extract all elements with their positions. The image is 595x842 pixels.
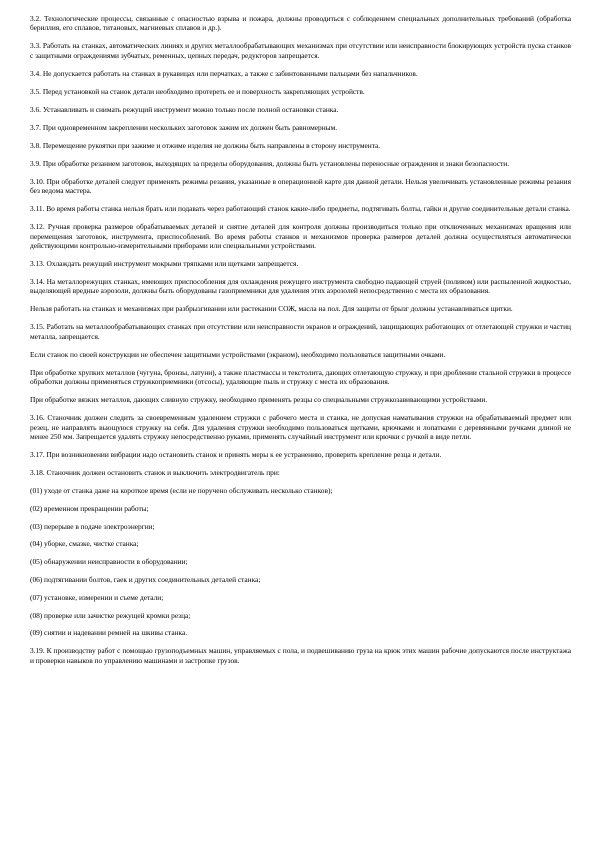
paragraph-3-13: 3.13. Охлаждать режущий инструмент мокрыми тряпками или щетками запрещается. <box>30 259 299 269</box>
paragraph-3-14: 3.14. На металлорежущих станках, имеющих приспособления для охлаждения режущего инструмента свободно падающей струей (поливом) или распыленной жидкостью, выделяющей вредные аэрозоли, должны быть оборудованы газоприемники для удаления этих аэрозолей непосредственно с места их образования. <box>30 277 571 296</box>
paragraph-3-2: 3.2. Технологические процессы, связанные с опасностью взрыва и пожара, должны проводиться с соблюдением специальных дополнительных требований (обработка бериллия, его сплавов, титановых, магниевых сплавов и др.). <box>30 14 571 33</box>
paragraph-3-15-viscous: При обработке вязких металлов, дающих сливную стружку, необходимо применять резцы со специальными стружкозавивающими устройствами. <box>30 395 488 405</box>
list-item-09: (09) снятии и надевании ремней на шкивы станка. <box>30 628 188 638</box>
paragraph-3-10: 3.10. При обработке деталей следует применять режимы резания, указанные в операционной карте для данной детали. Нельзя увеличивать установленные режимы резания без ведома мастера. <box>30 176 571 196</box>
list-item-01: (01) уходе от станка даже на короткое время (если не поручено обслуживать несколько станков); <box>30 486 333 496</box>
paragraph-3-9: 3.9. При обработке резанием заготовок, выходящих за пределы оборудования, должны быть установлены переносные ограждения и знаки безопасности. <box>30 158 510 168</box>
list-item-05: (05) обнаружении неисправности в оборудовании; <box>30 557 188 567</box>
paragraph-3-14-note: Нельзя работать на станках и механизмах при разбрызгивании или растекании СОЖ, масла на пол. Для защиты от брызг должны устанавливаться щитки. <box>30 304 513 314</box>
paragraph-3-15-screen: Если станок по своей конструкции не обеспечен защитными устройствами (экраном), необходимо пользоваться защитными очками. <box>30 349 446 359</box>
list-item-03: (03) перерыве в подаче электроэнергии; <box>30 521 155 531</box>
list-item-04: (04) уборке, смазке, чистке станка; <box>30 539 139 549</box>
paragraph-3-3: 3.3. Работать на станках, автоматических линиях и других металлообрабатывающих механизмах при отсутствии или неисправности блокирующих устройств пуска станков с защитными ограждениями зубчатых, ременных, цепных передач, редукторов запрещается. <box>30 41 571 60</box>
paragraph-3-5: 3.5. Перед установкой на станок детали необходимо протереть ее и поверхность закрепляющих устройств. <box>30 86 365 96</box>
paragraph-3-4: 3.4. Не допускается работать на станках в рукавицах или перчатках, а также с забинтованными пальцами без напальчников. <box>30 68 418 78</box>
paragraph-3-12: 3.12. Ручная проверка размеров обрабатываемых деталей и снятие деталей для контроля должны производиться только при отключенных механизмах вращения или перемещения заготовок, инструмента, приспособлений. Во время работы станков и механизмов проверка размеров деталей должна осуществляться автоматически действующими контрольно-измерительными приборами или специальными устройствами. <box>30 222 571 251</box>
paragraph-3-8: 3.8. Перемещение рукоятки при зажиме и отжиме изделия не должны быть направлены в сторону инструмента. <box>30 140 381 150</box>
paragraph-3-16: 3.16. Станочник должен следить за своевременным удалением стружки с рабочего места и станка, не допуская наматывания стружки на обрабатываемый предмет или резец, не направлять вьющуюся стружку на себя. Для удаления стружки необходимо пользоваться щетками, крючками и лопатками с деревянными ручками длиной не менее 250 мм. Запрещается удалять стружку непосредственно руками, применять случайный инструмент или крючки с ручкой в виде петли. <box>30 413 571 442</box>
paragraph-3-18: 3.18. Станочник должен остановить станок и выключить электродвигатель при: <box>30 468 280 478</box>
paragraph-3-7: 3.7. При одновременном закреплении нескольких заготовок зажим их должен быть равномерным. <box>30 122 338 132</box>
paragraph-3-11: 3.11. Во время работы станка нельзя брать или подавать через работающий станок какие-либо предметы, подтягивать болты, гайки и другие соединительные детали станка. <box>30 204 571 214</box>
paragraph-3-6: 3.6. Устанавливать и снимать режущий инструмент можно только после полной остановки станка. <box>30 104 339 114</box>
paragraph-3-15-brittle: При обработке хрупких металлов (чугуна, бронзы, латуни), а также пластмассы и текстолита, дающих отлетающую стружку, и при дроблении стальной стружки в процессе обработки должны применяться стружкоприемники (отсосы), удаляющие пыль и стружку с места их образования. <box>30 367 571 387</box>
list-item-06: (06) подтягивании болтов, гаек и других соединительных деталей станка; <box>30 575 261 585</box>
list-item-08: (08) проверке или зачистке режущей кромки резца; <box>30 610 191 620</box>
list-item-07: (07) установке, измерении и съеме детали; <box>30 592 164 602</box>
paragraph-3-17: 3.17. При возникновении вибрации надо остановить станок и принять меры к ее устранению, проверить крепление резца и детали. <box>30 450 442 460</box>
paragraph-3-19: 3.19. К производству работ с помощью грузоподъемных машин, управляемых с пола, и подвешиванию груза на крюк этих машин рабочие допускаются после инструктажа и проверки навыков по управлению машинами и застропке грузов. <box>30 646 571 665</box>
list-item-02: (02) временном прекращении работы; <box>30 503 149 513</box>
paragraph-3-15: 3.15. Работать на металлообрабатывающих станках при отсутствии или неисправности экранов и ограждений, защищающих работающих от отлетающей стружки и частиц металла, запрещается. <box>30 322 571 341</box>
